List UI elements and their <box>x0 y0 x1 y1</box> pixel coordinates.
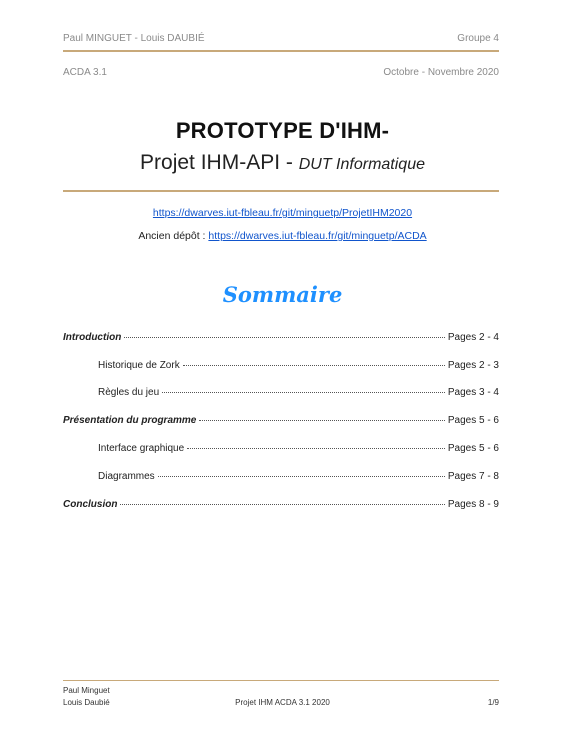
toc-item-pages: Pages 5 - 6 <box>447 415 499 426</box>
toc-dot-leader <box>162 392 445 393</box>
footer-author-2: Louis Daubié <box>63 698 110 707</box>
toc-item-label: Introduction <box>63 332 122 343</box>
footer-rule <box>63 680 499 681</box>
header-date: Octobre - Novembre 2020 <box>383 67 499 78</box>
old-repo-line <box>0 230 565 242</box>
toc-dot-leader <box>124 337 445 338</box>
toc-dot-leader <box>158 476 445 477</box>
header-course: ACDA 3.1 <box>63 67 107 78</box>
toc-item-diagrammes[interactable] <box>98 471 499 482</box>
toc-item-introduction[interactable] <box>63 332 499 343</box>
header-rule <box>63 50 499 52</box>
toc-item-interface[interactable] <box>98 443 499 454</box>
toc-heading: Sommaire <box>222 282 343 307</box>
toc-item-pages: Pages 3 - 4 <box>447 387 499 398</box>
header-authors: Paul MINGUET - Louis DAUBIÉ <box>63 33 205 44</box>
toc-dot-leader <box>187 448 445 449</box>
footer-doc-title: Projet IHM ACDA 3.1 2020 <box>235 698 330 707</box>
toc-dot-leader <box>120 504 444 505</box>
toc-item-label: Historique de Zork <box>98 360 180 371</box>
doc-title: PROTOTYPE D'IHM- <box>175 118 390 143</box>
header-group: Groupe 4 <box>457 33 499 44</box>
title-rule <box>63 190 499 192</box>
footer-author-1: Paul Minguet <box>63 686 110 695</box>
toc-item-label: Conclusion <box>63 499 118 510</box>
toc-item-label: Interface graphique <box>98 443 185 454</box>
toc-item-pages: Pages 8 - 9 <box>447 499 499 510</box>
old-repo-label: Ancien dépôt : <box>138 230 209 242</box>
toc-item-pages: Pages 2 - 3 <box>447 360 499 371</box>
toc-item-pages: Pages 2 - 4 <box>447 332 499 343</box>
doc-subtitle-main: Projet IHM-API - <box>140 151 299 174</box>
toc-item-historique[interactable] <box>98 360 499 371</box>
toc-item-label: Règles du jeu <box>98 387 160 398</box>
toc-item-pages: Pages 7 - 8 <box>447 471 499 482</box>
toc-dot-leader <box>199 420 444 421</box>
repo-link[interactable]: https://dwarves.iut-fbleau.fr/git/minguetp/ProjetIHM2020 <box>152 207 413 219</box>
toc-dot-leader <box>183 365 445 366</box>
doc-subtitle <box>0 151 565 175</box>
old-repo-link[interactable]: https://dwarves.iut-fbleau.fr/git/minguetp/ACDA <box>208 230 427 242</box>
toc-item-conclusion[interactable] <box>63 499 499 510</box>
footer-page-number: 1/9 <box>487 698 499 707</box>
doc-subtitle-italic: DUT Informatique <box>298 156 425 173</box>
toc-item-pages: Pages 5 - 6 <box>447 443 499 454</box>
repo-link-line <box>0 207 565 219</box>
toc-item-label: Présentation du programme <box>63 415 197 426</box>
toc-item-regles[interactable] <box>98 387 499 398</box>
toc-item-label: Diagrammes <box>98 471 155 482</box>
toc-item-presentation[interactable] <box>63 415 499 426</box>
